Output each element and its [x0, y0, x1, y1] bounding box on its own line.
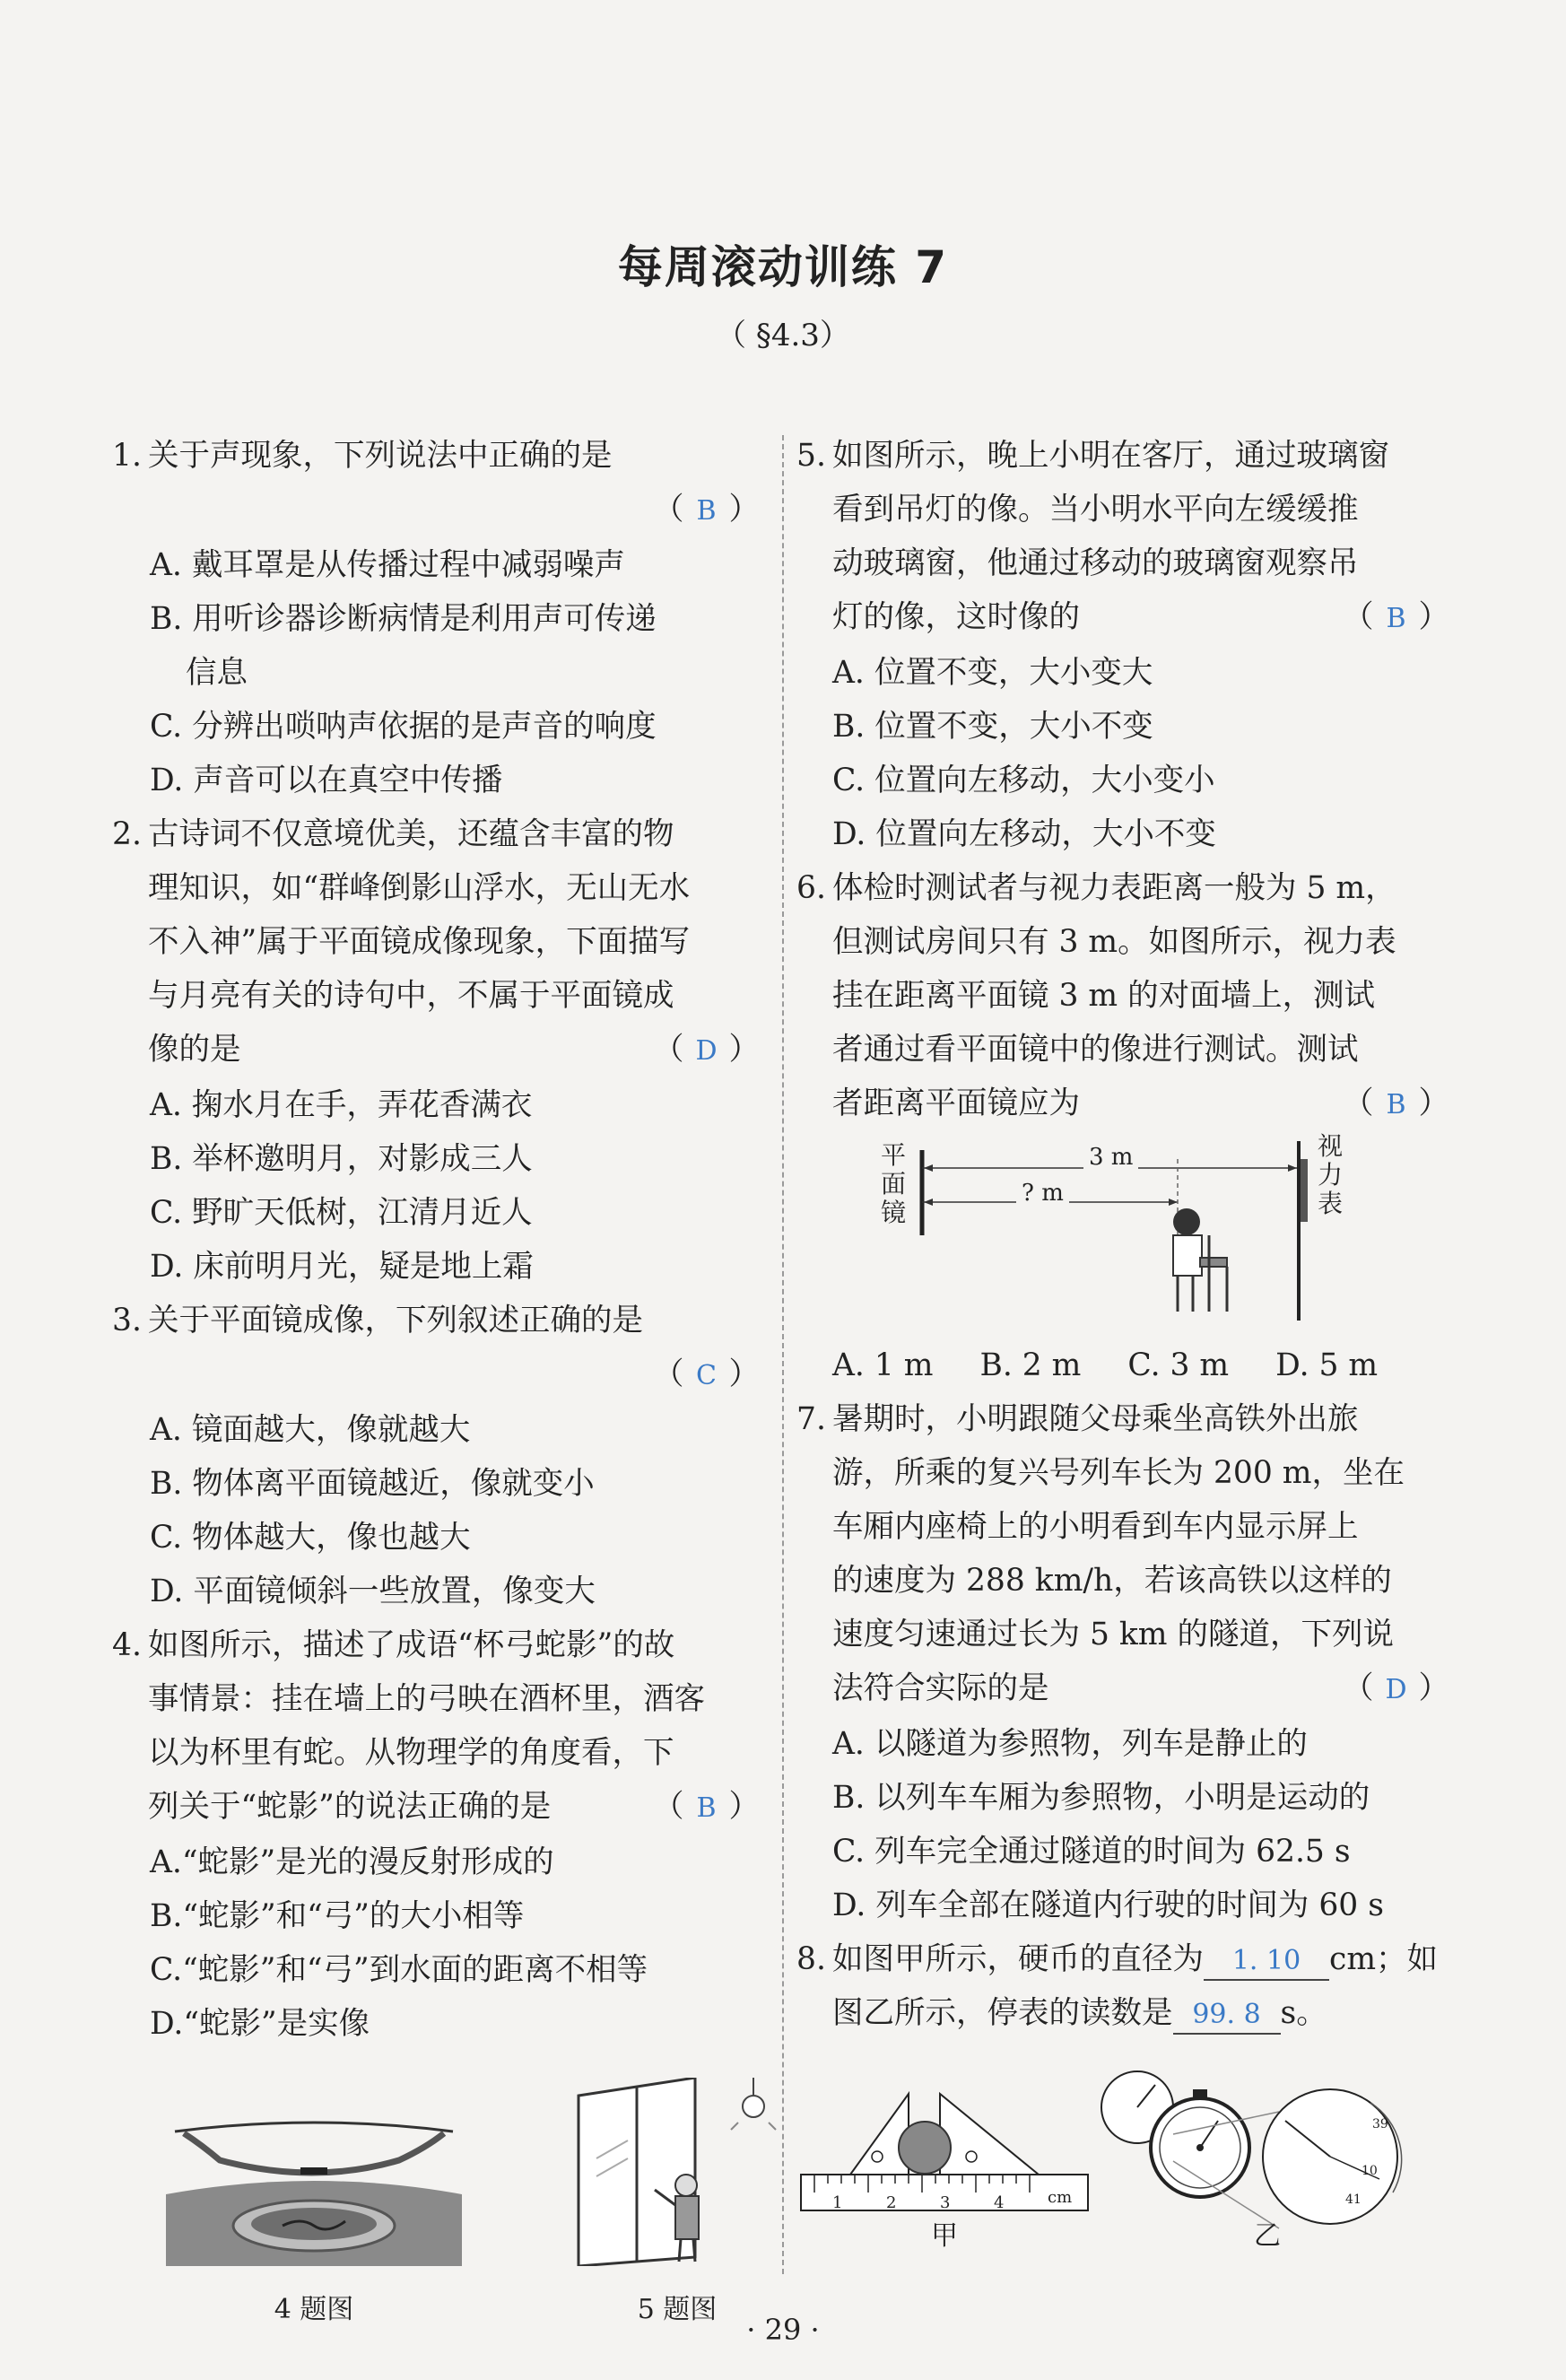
- stem-line: 法符合实际的是: [832, 1670, 1049, 1706]
- dial-mark: 41: [1345, 2193, 1362, 2207]
- stem-line: 理知识，如“群峰倒影山浮水，无山无水: [148, 870, 691, 906]
- stem-line: 的速度为 288 km/h，若该高铁以这样的: [832, 1563, 1392, 1599]
- answer-row: （ B ）: [112, 483, 760, 538]
- distance-unknown-label: ? m: [1016, 1181, 1069, 1206]
- option-d: D. 位置向左移动，大小不变: [832, 816, 1216, 852]
- ruler-tick-label: 1: [832, 2193, 843, 2212]
- option-b: B. 位置不变，大小不变: [832, 709, 1153, 745]
- figure-4: [166, 2078, 462, 2337]
- option-b: B. 以列车车厢为参照物，小明是运动的: [832, 1780, 1370, 1816]
- figure-5: [561, 2078, 794, 2337]
- option-d: D. 列车全部在隧道内行驶的时间为 60 s: [832, 1887, 1384, 1923]
- option-c: C. 野旷天低树，江清月近人: [150, 1195, 533, 1231]
- page-number: · 29 ·: [746, 2313, 820, 2347]
- option-d: D.“蛇影”是实像: [150, 2006, 370, 2042]
- stem-line: 如图所示，晚上小明在客厅，通过玻璃窗: [832, 438, 1389, 474]
- right-column: [796, 429, 1449, 2255]
- question-number: 3.: [112, 1303, 142, 1338]
- stem-line: 暑期时，小明跟随父母乘坐高铁外出旅: [832, 1401, 1359, 1437]
- stem-line: 与月亮有关的诗句中，不属于平面镜成: [148, 978, 674, 1014]
- figure-b-label: 乙: [1254, 2220, 1281, 2252]
- question-4: 4. 如图所示，描述了成语“杯弓蛇影”的故 事情景：挂在墙上的弓映在酒杯里，酒客 以为杯里有蛇。从物理学的角度看，下 列关于“蛇影”的说法正确的是 （ B ） A.“蛇影”是光的漫反射形成的 B.“蛇影”和“弓”的大小相等 C.“蛇影”和“弓”到水面的距离不相等 D.“蛇影”是实像: [112, 1618, 760, 2051]
- ruler-tick-label: 2: [886, 2193, 897, 2212]
- stem-line: 体检时测试者与视力表距离一般为 5 m，: [832, 870, 1396, 906]
- stem-line: 动玻璃窗，他通过移动的玻璃窗观察吊: [832, 545, 1359, 581]
- question-number: 1.: [112, 438, 142, 474]
- figure-6: [832, 1132, 1449, 1338]
- figure-caption: 4 题图: [274, 2294, 354, 2325]
- option-d: D. 5 m: [1275, 1347, 1379, 1383]
- option-b: B. 物体离平面镜越近，像就变小: [150, 1466, 595, 1502]
- mirror-label: 平面镜: [880, 1140, 906, 1227]
- stem-line: 以为杯里有蛇。从物理学的角度看，下: [148, 1735, 674, 1771]
- stem-text: s。: [1280, 1995, 1327, 2031]
- stem-line: 列关于“蛇影”的说法正确的是: [148, 1789, 552, 1825]
- option-a: A. 位置不变，大小变大: [832, 655, 1153, 691]
- question-3: [112, 1294, 760, 1618]
- column-divider: [782, 435, 784, 2274]
- stem-line: 者距离平面镜应为: [832, 1085, 1080, 1121]
- question-2: 2. 古诗词不仅意境优美，还蕴含丰富的物 理知识，如“群峰倒影山浮水，无山无水 不入神”属于平面镜成像现象，下面描写 与月亮有关的诗句中，不属于平面镜成 像的是 （ D ） A. 掬水月在手，弄花香满衣 B. 举杯邀明月，对影成三人 C. 野旷天低树，江清月近人 D. 床前明月光，疑是地上霜: [112, 807, 760, 1294]
- option-a: A. 戴耳罩是从传播过程中减弱噪声: [150, 547, 625, 583]
- answer-mark: B: [696, 495, 717, 527]
- option-d: D. 平面镜倾斜一些放置，像变大: [150, 1574, 596, 1609]
- option-b-continued: 信息: [186, 655, 248, 691]
- option-b: B. 举杯邀明月，对影成三人: [150, 1141, 533, 1177]
- question-6: 6. 体检时测试者与视力表距离一般为 5 m， 但测试房间只有 3 m。如图所示，视力表 挂在距离平面镜 3 m 的对面墙上，测试 者通过看平面镜中的像进行测试。测试 者距离平面镜应为 （ B ） 平面镜 视力表 3 m ? m A. 1 m B. 2 m C. 3 m D. 5 m: [796, 861, 1449, 1392]
- stem-line: 看到吊灯的像。当小明水平向左缓缓推: [832, 492, 1359, 527]
- question-number: 5.: [796, 438, 826, 474]
- answer-blank-2: 99. 8: [1173, 1997, 1281, 2035]
- stem-line: 者通过看平面镜中的像进行测试。测试: [832, 1032, 1359, 1068]
- question-8: [796, 1932, 1449, 2255]
- question-number: 4.: [112, 1627, 142, 1663]
- option-a: A. 以隧道为参照物，列车是静止的: [832, 1726, 1308, 1762]
- question-number: 2.: [112, 816, 142, 852]
- ruler-unit-label: cm: [1048, 2188, 1073, 2207]
- stem-line: 事情景：挂在墙上的弓映在酒杯里，酒客: [148, 1681, 705, 1717]
- stem-line: 如图所示，描述了成语“杯弓蛇影”的故: [148, 1627, 675, 1663]
- chart-label: 视力表: [1317, 1131, 1343, 1218]
- answer-mark: C: [696, 1360, 717, 1391]
- question-5: 5. 如图所示，晚上小明在客厅，通过玻璃窗 看到吊灯的像。当小明水平向左缓缓推 动玻璃窗，他通过移动的玻璃窗观察吊 灯的像，这时像的 （ B ） A. 位置不变，大小变大 B. 位置不变，大小不变 C. 位置向左移动，大小变小 D. 位置向左移动，大小不变: [796, 429, 1449, 861]
- stem-line: 不入神”属于平面镜成像现象，下面描写: [148, 924, 691, 960]
- left-figures: [166, 2078, 794, 2337]
- bow-and-cup-illustration: [166, 2078, 462, 2266]
- figure-caption: 5 题图: [637, 2294, 718, 2325]
- option-b: B. 2 m: [979, 1347, 1082, 1383]
- ruler-tick-label: 4: [994, 2193, 1005, 2212]
- stem-line: 挂在距离平面镜 3 m 的对面墙上，测试: [832, 978, 1376, 1014]
- option-a: A. 1 m: [832, 1347, 934, 1383]
- left-column: [112, 429, 760, 2337]
- dial-mark: 39: [1372, 2117, 1388, 2132]
- question-7: 7. 暑期时，小明跟随父母乘坐高铁外出旅 游，所乘的复兴号列车长为 200 m，坐在 车厢内座椅上的小明看到车内显示屏上 的速度为 288 km/h，若该高铁以这样的 速度匀速通过长为 5 km 的隧道，下列说 法符合实际的是 （ D ） A. 以隧道为参照物，列车是静止的 B. 以列车车厢为参照物，小明是运动的 C. 列车完全通过隧道的时间为 62.5 s D. 列车全部在隧道内行驶的时间为 60 s: [796, 1392, 1449, 1932]
- window-and-lamp-illustration: [561, 2078, 794, 2266]
- stem-text: cm；如: [1329, 1941, 1439, 1977]
- stem-line: 但测试房间只有 3 m。如图所示，视力表: [832, 924, 1396, 960]
- answer-mark: B: [696, 1792, 717, 1824]
- answer-row: （ C ）: [112, 1347, 760, 1403]
- question-number: 6.: [796, 870, 826, 906]
- option-c: C. 3 m: [1127, 1347, 1230, 1383]
- stem-line: 灯的像，这时像的: [832, 599, 1080, 635]
- question-number: 8.: [796, 1941, 826, 1977]
- option-d: D. 床前明月光，疑是地上霜: [150, 1249, 534, 1285]
- page-title: 每周滚动训练 7: [617, 241, 949, 293]
- ruler-tick-label: 3: [940, 2193, 951, 2212]
- ruler-and-stopwatch-diagram: [796, 2058, 1406, 2255]
- answer-mark: B: [1386, 1089, 1406, 1120]
- option-b: B. 用听诊器诊断病情是利用声可传递: [150, 601, 657, 637]
- stem-text: 如图甲所示，硬币的直径为: [832, 1941, 1204, 1977]
- option-c: C. 物体越大，像也越大: [150, 1520, 471, 1556]
- option-c: C. 列车完全通过隧道的时间为 62.5 s: [832, 1834, 1351, 1870]
- stem-line: 速度匀速通过长为 5 km 的隧道，下列说: [832, 1617, 1394, 1652]
- options-inline: [796, 1338, 1449, 1392]
- page-subtitle: （ §4.3）: [716, 318, 850, 353]
- stem-line: 古诗词不仅意境优美，还蕴含丰富的物: [148, 816, 674, 852]
- stem-line: 车厢内座椅上的小明看到车内显示屏上: [832, 1509, 1359, 1545]
- stem-line: 像的是: [148, 1032, 241, 1068]
- option-c: C. 分辨出唢呐声依据的是声音的响度: [150, 709, 657, 745]
- option-a: A. 镜面越大，像就越大: [150, 1412, 471, 1448]
- option-b: B.“蛇影”和“弓”的大小相等: [150, 1898, 525, 1934]
- question-1: [112, 429, 760, 807]
- option-c: C.“蛇影”和“弓”到水面的距离不相等: [150, 1952, 648, 1988]
- question-number: 7.: [796, 1401, 826, 1437]
- question-stem: 关于声现象，下列说法中正确的是: [148, 438, 613, 474]
- question-stem: 关于平面镜成像，下列叙述正确的是: [148, 1303, 643, 1338]
- figure-a-label: 甲: [931, 2220, 958, 2252]
- figure-8: [796, 2058, 1449, 2255]
- option-a: A. 掬水月在手，弄花香满衣: [150, 1087, 533, 1123]
- answer-mark: D: [695, 1035, 718, 1067]
- answer-mark: B: [1386, 603, 1406, 634]
- answer-blank-1: 1. 10: [1204, 1943, 1329, 1981]
- distance-total-label: 3 m: [1083, 1145, 1138, 1170]
- option-d: D. 声音可以在真空中传播: [150, 763, 503, 798]
- option-a: A.“蛇影”是光的漫反射形成的: [150, 1844, 554, 1880]
- option-c: C. 位置向左移动，大小变小: [832, 763, 1215, 798]
- stem-line: 游，所乘的复兴号列车长为 200 m，坐在: [832, 1455, 1405, 1491]
- stem-text: 图乙所示，停表的读数是: [832, 1995, 1173, 2031]
- dial-mark: 10: [1362, 2164, 1378, 2178]
- answer-mark: D: [1385, 1674, 1407, 1705]
